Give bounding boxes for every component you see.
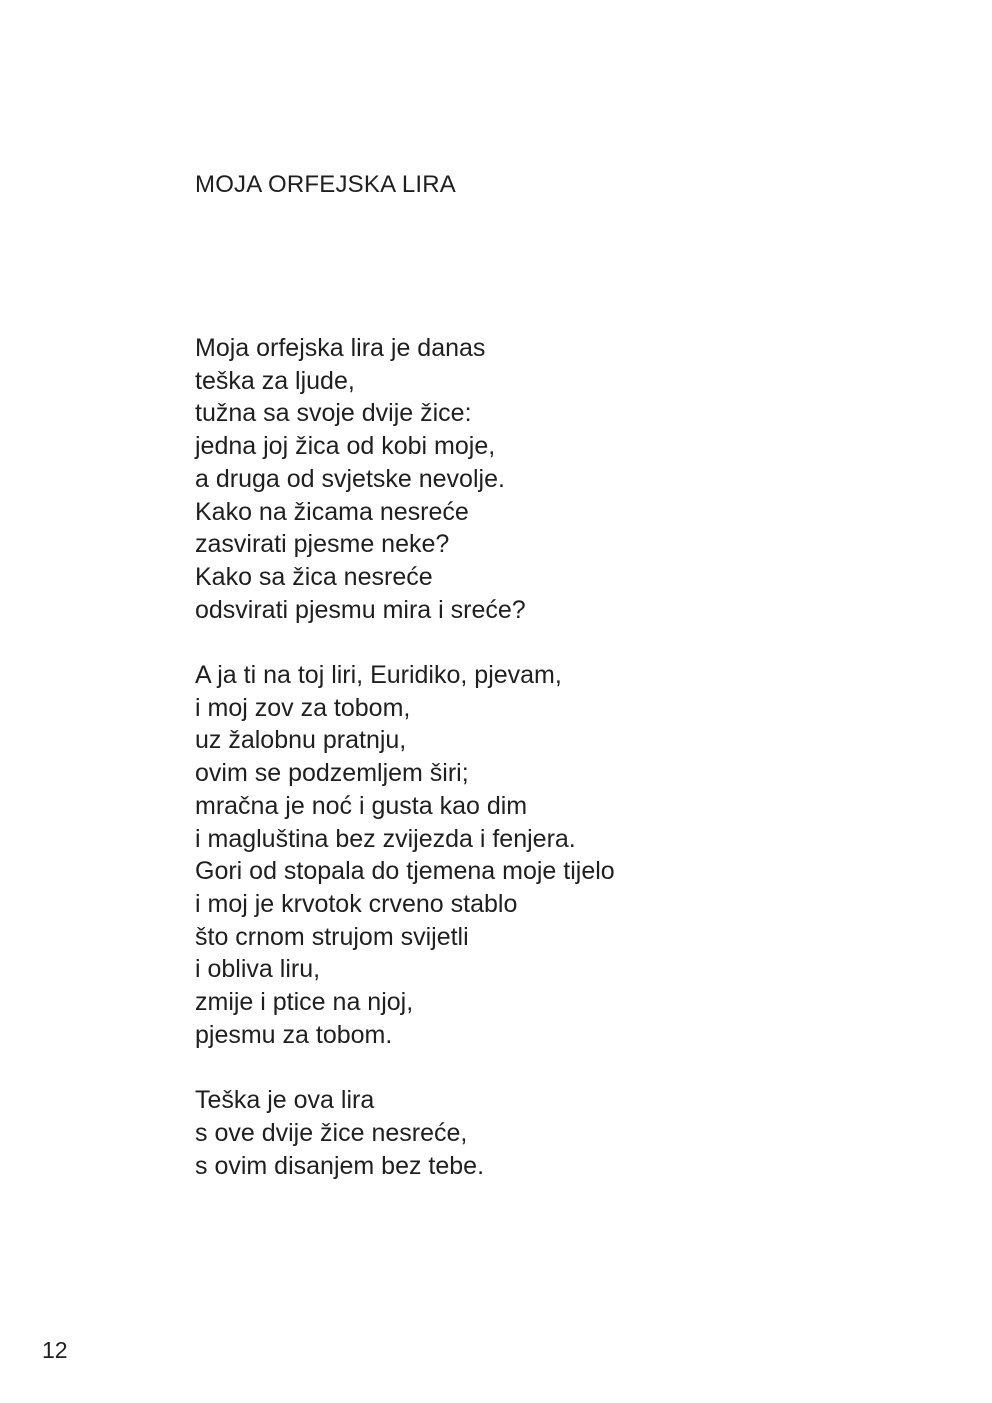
stanza-2 [195,659,615,1051]
poem-line: Kako na žicama nesreće [195,497,469,526]
poem-line: pjesmu za tobom. [195,1020,393,1049]
poem-line: odsvirati pjesmu mira i sreće? [195,595,526,624]
poem-line: Moja orfejska lira je danas [195,334,486,362]
poem-line: uz žalobnu pratnju, [195,726,407,755]
stanza-1 [195,332,615,626]
poem-line: jedna joj žica od kobi moje, [195,432,496,461]
poem-body [195,332,615,1182]
poem-line: što crnom strujom svijetli [195,922,469,951]
page-number: 12 [42,1337,68,1363]
poem-line: s ovim disanjem bez tebe. [195,1151,485,1180]
poem-line: s ove dvije žice nesreće, [195,1118,468,1147]
poem-line: Kako sa žica nesreće [195,562,433,591]
poem-line: i obliva liru, [195,955,321,984]
poem-line: Gori od stopala do tjemena moje tijelo [195,857,615,886]
poem-line: A ja ti na toj liri, Euridiko, pjevam, [195,661,562,690]
poem-title: MOJA ORFEJSKA LIRA [195,171,457,198]
poem-line: tužna sa svoje dvije žice: [195,399,472,428]
poem-line: i moj je krvotok crveno stablo [195,889,518,918]
poem-line: ovim se podzemljem širi; [195,759,469,788]
poem-line: i magluština bez zvijezda i fenjera. [195,824,576,853]
stanza-3 [195,1084,615,1182]
poem-line: zasvirati pjesme neke? [195,530,450,559]
poem-line: zmije i ptice na njoj, [195,988,414,1017]
poem-line: a druga od svjetske nevolje. [195,464,505,493]
poem-line: teška za ljude, [195,366,355,395]
poem-line: i moj zov za tobom, [195,693,411,722]
poem-line: Teška je ova lira [195,1086,375,1115]
poem-line: mračna je noć i gusta kao dim [195,791,528,820]
